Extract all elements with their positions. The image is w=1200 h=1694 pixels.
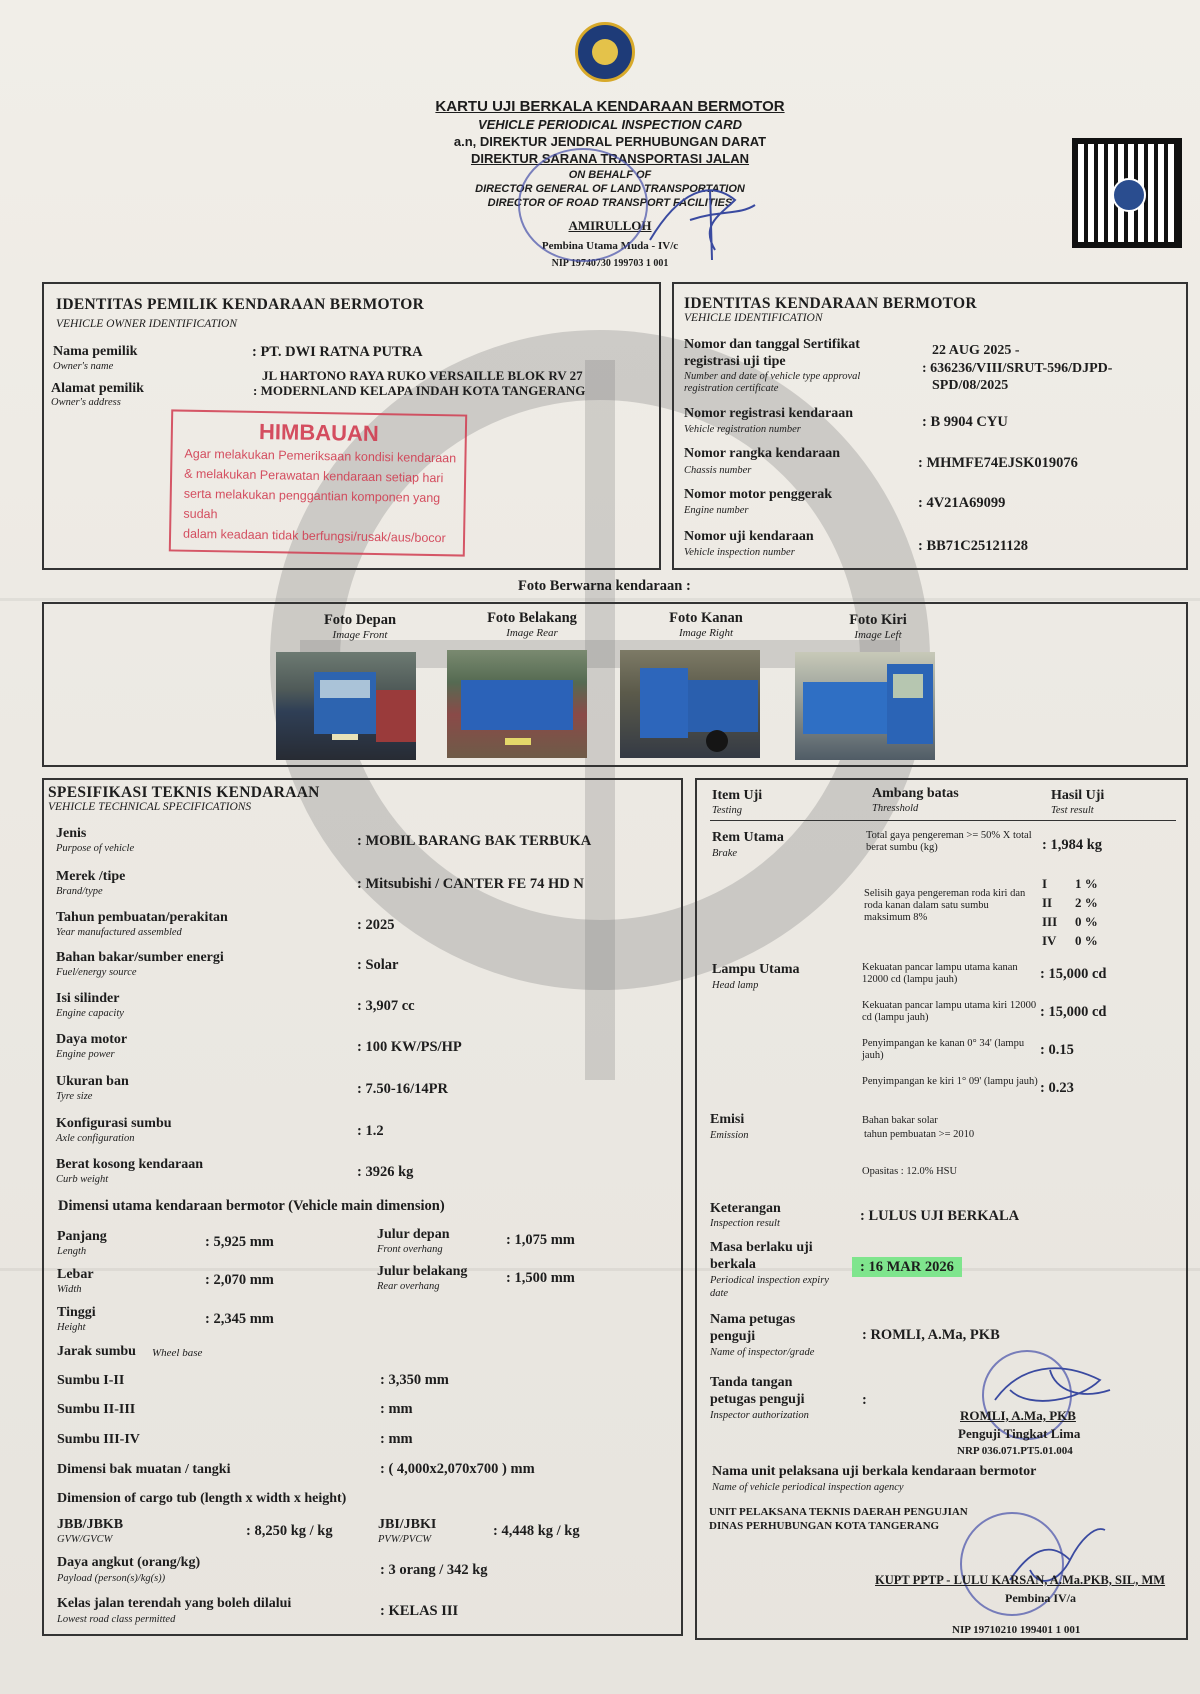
wheelbase-label: Jarak sumbu — [57, 1344, 136, 1359]
width-sub: Width — [57, 1284, 82, 1295]
agency-signature — [1000, 1520, 1110, 1600]
inspection-result-sub: Inspection result — [710, 1218, 780, 1229]
expiry-highlight: : 16 MAR 2026 — [852, 1257, 962, 1277]
owner-address-line: JL HARTONO RAYA RUKO VERSAILLE BLOK RV 27 — [262, 368, 583, 383]
signature-label: Tanda tangan — [710, 1375, 793, 1390]
agency-value: DINAS PERHUBUNGAN KOTA TANGERANG — [709, 1520, 940, 1532]
inspection-number-value: : BB71C25121128 — [918, 538, 1028, 554]
inspection-number-sub: Vehicle inspection number — [684, 547, 795, 558]
kupt-name: KUPT PPTP - LULU KARSAN, A.Ma.PKB, SIL, MM — [875, 1573, 1166, 1587]
signature-label: petugas penguji — [710, 1392, 805, 1407]
length-sub: Length — [57, 1246, 87, 1257]
owner-address-label: Alamat pemilik — [51, 381, 144, 396]
headlamp-value: : 0.23 — [1040, 1080, 1074, 1096]
spec-label: Ukuran ban — [56, 1074, 129, 1089]
header-line: DIRECTOR OF ROAD TRANSPORT FACILITIES — [487, 197, 733, 209]
rear-overhang-label: Julur belakang — [377, 1264, 468, 1279]
engine-value: : 4V21A69099 — [918, 495, 1006, 511]
jbi-label: JBI/JBKI — [378, 1517, 437, 1532]
himbauan-stamp — [169, 409, 467, 556]
photo-front — [276, 652, 416, 760]
himbauan-title: HIMBAUAN — [258, 418, 379, 447]
wheelbase-sub: Wheel base — [152, 1347, 203, 1359]
spec-value: : 7.50-16/14PR — [357, 1081, 449, 1097]
signature-sub: Inspector authorization — [710, 1410, 809, 1421]
expiry-value — [852, 1259, 962, 1276]
col-result-sub: Test result — [1051, 805, 1094, 816]
spec-sub: Engine capacity — [56, 1008, 124, 1019]
signer-rank: Pembina Utama Muda - IV/c — [541, 240, 679, 252]
headlamp-label: Lampu Utama — [712, 962, 800, 977]
expiry-sub: date — [710, 1288, 729, 1299]
jbb-label: JBB/JBKB — [57, 1517, 124, 1532]
spec-label: Tahun pembuatan/perakitan — [56, 910, 228, 925]
axle-value: 2 % — [1075, 895, 1098, 910]
spec-value: : Mitsubishi / CANTER FE 74 HD N — [357, 876, 584, 892]
cert-label: Nomor dan tanggal Sertifikat — [684, 337, 860, 352]
col-threshold-sub: Thresshold — [872, 803, 919, 814]
engine-label: Nomor motor penggerak — [684, 487, 833, 502]
director-signature — [640, 170, 760, 265]
dimension-title: Dimensi utama kendaraan bermotor (Vehicle main dimension) — [58, 1198, 445, 1214]
headlamp-threshold: Kekuatan pancar lampu utama kiri 12000 cd (lampu jauh) — [862, 1000, 1037, 1023]
chassis-sub: Chassis number — [684, 465, 752, 476]
specs-subtitle: VEHICLE TECHNICAL SPECIFICATIONS — [48, 801, 252, 813]
axle-2-3-value: : mm — [380, 1401, 413, 1417]
engine-sub: Engine number — [684, 505, 749, 516]
cargo-dimension-en: Dimension of cargo tub (length x width x height) — [57, 1491, 347, 1506]
chassis-value: : MHMFE74EJSK019076 — [918, 455, 1078, 471]
emission-threshold: Bahan bakar solar — [862, 1115, 938, 1126]
inspector-nrp: NRP 036.071.PT5.01.004 — [957, 1445, 1073, 1457]
owner-address-sub: Owner's address — [51, 397, 121, 408]
payload-sub: Payload (person(s)/kg(s)) — [57, 1573, 166, 1584]
road-class-value: : KELAS III — [380, 1603, 459, 1619]
spec-label: Daya motor — [56, 1032, 128, 1047]
inspector-label: penguji — [710, 1329, 756, 1344]
header-line: ON BEHALF OF — [568, 169, 652, 181]
emission-threshold: tahun pembuatan >= 2010 — [864, 1129, 975, 1140]
height-sub: Height — [57, 1322, 86, 1333]
rear-overhang-value: : 1,500 mm — [506, 1270, 575, 1286]
header-line: DIRECTOR GENERAL OF LAND TRANSPORTATION — [475, 183, 745, 195]
photo-caption: Foto Kiri Image Left — [849, 612, 907, 641]
axle-1-2-value: : 3,350 mm — [380, 1372, 449, 1388]
brake-value: : 1,984 kg — [1042, 837, 1103, 853]
photo-caption: Foto Kanan Image Right — [669, 610, 743, 639]
front-overhang-value: : 1,075 mm — [506, 1232, 575, 1248]
spec-value: : 2025 — [357, 917, 395, 933]
himbauan-line: dalam keadaan tidak berfungsi/rusak/aus/bocor — [182, 526, 446, 546]
spec-sub: Fuel/energy source — [56, 967, 137, 978]
registration-sub: Vehicle registration number — [684, 424, 801, 435]
inspector-signed-name: ROMLI, A.Ma, PKB — [960, 1408, 1076, 1423]
owner-name-value: : PT. DWI RATNA PUTRA — [252, 344, 423, 360]
cert-sub: Number and date of vehicle type approval registration certificate — [684, 371, 861, 394]
inspector-label: Nama petugas — [710, 1312, 796, 1327]
signature-colon: : — [862, 1392, 867, 1408]
inspection-result-label: Keterangan — [710, 1201, 781, 1216]
himbauan-line: serta melakukan penggantian komponen yang sudah — [183, 486, 441, 522]
spec-sub: Curb weight — [56, 1174, 109, 1185]
header-divider — [710, 820, 1176, 821]
spec-value: : Solar — [357, 957, 399, 973]
spec-value: : 3926 kg — [357, 1164, 414, 1180]
headlamp-threshold: Penyimpangan ke kiri 1° 09' (lampu jauh) — [862, 1076, 1038, 1087]
width-value: : 2,070 mm — [205, 1272, 274, 1288]
spec-label: Berat kosong kendaraan — [56, 1157, 204, 1172]
photo-rear — [447, 650, 587, 758]
headlamp-value: : 15,000 cd — [1040, 966, 1107, 982]
rear-overhang-sub: Rear overhang — [377, 1281, 440, 1292]
kupt-nip: NIP 19710210 199401 1 001 — [952, 1624, 1081, 1636]
vehicle-id-subtitle: VEHICLE IDENTIFICATION — [684, 312, 823, 324]
spec-sub: Axle configuration — [56, 1133, 135, 1144]
length-value: : 5,925 mm — [205, 1234, 274, 1250]
photo-caption: Foto Depan Image Front — [323, 612, 397, 641]
road-class-sub: Lowest road class permitted — [57, 1614, 176, 1625]
inspector-grade: Penguji Tingkat Lima — [958, 1426, 1081, 1441]
spec-label: Merek /tipe — [56, 869, 126, 884]
inspector-sub: Name of inspector/grade — [710, 1347, 815, 1358]
axle-value: 0 % — [1075, 914, 1098, 929]
headlamp-sub: Head lamp — [712, 980, 759, 991]
inspector-value: : ROMLI, A.Ma, PKB — [862, 1327, 1000, 1343]
header-line: a.n, DIREKTUR JENDRAL PERHUBUNGAN DARAT — [453, 134, 767, 149]
brake-threshold: Total gaya pengereman >= 50% X total berat sumbu (kg) — [866, 830, 1032, 853]
col-threshold-header: Ambang batas — [872, 786, 959, 801]
brake-balance-threshold: Selisih gaya pengereman roda kiri dan roda kanan dalam satu sumbu maksimum 8% — [864, 888, 1026, 923]
height-value: : 2,345 mm — [205, 1311, 274, 1327]
registration-label: Nomor registrasi kendaraan — [684, 406, 854, 421]
jbb-value: : 8,250 kg / kg — [246, 1523, 333, 1539]
col-item-sub: Testing — [712, 805, 742, 816]
agency-label: Nama unit pelaksana uji berkala kendaraan bermotor — [712, 1464, 1037, 1479]
jbb-sub: GVW/GVCW — [57, 1534, 113, 1545]
himbauan-line: Agar melakukan Pemeriksaan kondisi kendaraan — [184, 446, 457, 466]
photo-left — [795, 652, 935, 760]
spec-value: : 3,907 cc — [357, 998, 415, 1014]
ministry-logo-icon — [575, 22, 635, 82]
brake-sub: Brake — [712, 848, 738, 859]
payload-label: Daya angkut (orang/kg) — [57, 1555, 201, 1570]
spec-value: : MOBIL BARANG BAK TERBUKA — [357, 833, 592, 849]
photo-right — [620, 650, 760, 758]
cargo-dimension-label: Dimensi bak muatan / tangki — [57, 1462, 231, 1477]
jbi-value: : 4,448 kg / kg — [493, 1523, 580, 1539]
emission-label: Emisi — [710, 1112, 745, 1127]
road-class-label: Kelas jalan terendah yang boleh dilalui — [57, 1596, 292, 1611]
axle-value: 1 % — [1075, 876, 1098, 891]
expiry-label: berkala — [710, 1257, 756, 1272]
official-stamp — [518, 148, 648, 262]
jbi-sub: PVW/PVCW — [378, 1534, 432, 1545]
cert-value: SPD/08/2025 — [932, 378, 1009, 393]
headlamp-threshold: Kekuatan pancar lampu utama kanan 12000 cd (lampu jauh) — [862, 962, 1018, 985]
spec-label: Isi silinder — [56, 991, 120, 1006]
vehicle-id-title: IDENTITAS KENDARAAN BERMOTOR — [684, 295, 977, 312]
agency-sub: Name of vehicle periodical inspection agency — [712, 1482, 904, 1493]
header-line: DIREKTUR SARANA TRANSPORTASI JALAN — [470, 151, 750, 166]
opacity-value: Opasitas : 12.0% HSU — [862, 1166, 958, 1177]
cert-value: : 636236/VIII/SRUT-596/DJPD- — [922, 361, 1113, 376]
spec-sub: Year manufactured assembled — [56, 927, 182, 938]
expiry-sub: Periodical inspection expiry — [710, 1275, 829, 1286]
height-label: Tinggi — [57, 1305, 96, 1320]
photos-section — [42, 602, 1188, 767]
inspection-number-label: Nomor uji kendaraan — [684, 529, 814, 544]
axle-number: IV — [1042, 933, 1057, 948]
col-item-header: Item Uji — [712, 788, 763, 803]
axle-number: III — [1042, 914, 1058, 929]
signer-name: AMIRULLOH — [568, 218, 652, 233]
brake-label: Rem Utama — [712, 830, 784, 845]
spec-sub: Tyre size — [56, 1091, 93, 1102]
photo-caption: Foto Belakang Image Rear — [487, 610, 577, 639]
axle-1-2-label: Sumbu I-II — [57, 1373, 125, 1388]
cert-value: 22 AUG 2025 - — [932, 343, 1020, 358]
qr-code — [1072, 138, 1182, 248]
spec-value: : 100 KW/PS/HP — [357, 1039, 462, 1055]
spec-value: : 1.2 — [357, 1123, 384, 1139]
spec-label: Bahan bakar/sumber energi — [56, 950, 224, 965]
emission-sub: Emission — [710, 1130, 749, 1141]
specs-title: SPESIFIKASI TEKNIS KENDARAAN — [48, 784, 320, 801]
photos-title: Foto Berwarna kendaraan : — [518, 578, 691, 594]
chassis-label: Nomor rangka kendaraan — [684, 446, 841, 461]
spec-sub: Brand/type — [56, 886, 103, 897]
owner-section-title: IDENTITAS PEMILIK KENDARAAN BERMOTOR — [56, 296, 425, 313]
inspection-result-value: : LULUS UJI BERKALA — [860, 1208, 1020, 1224]
owner-address-line: : MODERNLAND KELAPA INDAH KOTA TANGERANG — [253, 383, 586, 398]
headlamp-value: : 15,000 cd — [1040, 1004, 1107, 1020]
axle-2-3-label: Sumbu II-III — [57, 1402, 136, 1417]
length-label: Panjang — [57, 1229, 107, 1244]
axle-number: I — [1042, 876, 1048, 891]
spec-label: Konfigurasi sumbu — [56, 1116, 172, 1131]
headlamp-threshold: Penyimpangan ke kanan 0° 34' (lampu jauh) — [862, 1038, 1025, 1061]
spec-sub: Engine power — [56, 1049, 115, 1060]
axle-3-4-label: Sumbu III-IV — [57, 1432, 140, 1447]
front-overhang-label: Julur depan — [377, 1227, 450, 1242]
axle-number: II — [1042, 895, 1053, 910]
cert-label: registrasi uji tipe — [684, 354, 786, 369]
cargo-dimension-value: : ( 4,000x2,070x700 ) mm — [380, 1461, 535, 1477]
signer-nip: NIP 19740730 199703 1 001 — [551, 258, 669, 269]
headlamp-value: : 0.15 — [1040, 1042, 1074, 1058]
kupt-rank: Pembina IV/a — [1005, 1591, 1077, 1605]
owner-name-label: Nama pemilik — [53, 344, 138, 359]
spec-sub: Purpose of vehicle — [56, 843, 135, 854]
card-title-en: VEHICLE PERIODICAL INSPECTION CARD — [477, 117, 743, 132]
axle-value: 0 % — [1075, 933, 1098, 948]
agency-value: UNIT PELAKSANA TEKNIS DAERAH PENGUJIAN — [709, 1506, 968, 1518]
payload-value: : 3 orang / 342 kg — [380, 1562, 488, 1578]
himbauan-line: & melakukan Perawatan kendaraan setiap hari — [184, 466, 444, 486]
front-overhang-sub: Front overhang — [377, 1244, 443, 1255]
owner-name-sub: Owner's name — [53, 361, 114, 372]
expiry-label: Masa berlaku uji — [710, 1240, 813, 1255]
registration-value: : B 9904 CYU — [922, 414, 1008, 430]
spec-label: Jenis — [56, 826, 87, 841]
col-result-header: Hasil Uji — [1051, 788, 1105, 803]
owner-section-subtitle: VEHICLE OWNER IDENTIFICATION — [56, 318, 238, 330]
axle-3-4-value: : mm — [380, 1431, 413, 1447]
card-title: KARTU UJI BERKALA KENDARAAN BERMOTOR — [435, 98, 785, 115]
width-label: Lebar — [57, 1267, 94, 1282]
